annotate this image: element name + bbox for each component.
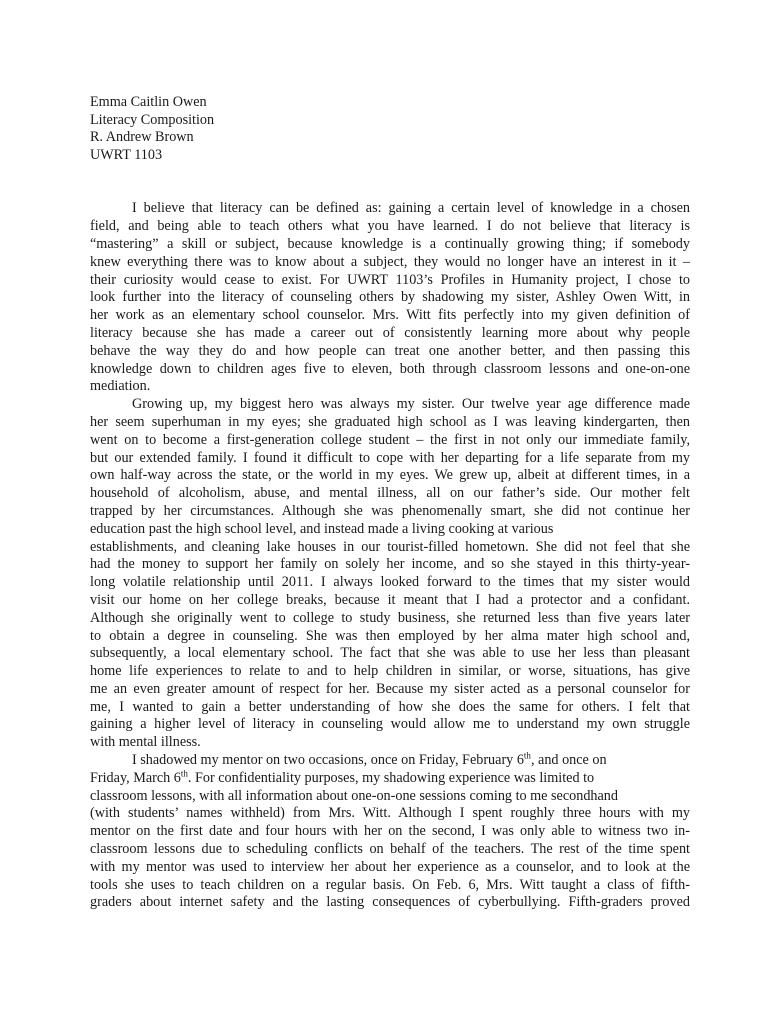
essay-line: with my mentor was used to interview her about her experience as a counselor, and to look at the [90,858,690,875]
essay-text: Friday, March 6 [90,769,181,786]
essay-line: gaining a higher level of literacy in counseling would allow me to understand my own struggle [90,716,690,733]
essay-line: classroom lessons due to scheduling conflicts on behalf of the teachers. The rest of the time spent [90,841,690,858]
essay-line: with mental illness. [90,734,201,751]
document-header [90,94,690,164]
author-name: Emma Caitlin Owen [90,94,207,110]
essay-line: home life experiences to relate to and to help children in similar, or worse, situations, has give [90,663,690,680]
essay-line: Although she originally went to college to study business, she returned less than five years later [90,609,690,626]
ordinal-suffix: th [180,768,188,779]
instructor-name: R. Andrew Brown [90,129,194,146]
essay-line: field, and being able to teach others what you have learned. I do not believe that literacy is [90,218,690,235]
essay-line: went on to become a first-generation college student – the first in not only our immediate family, [90,431,690,448]
essay-line: (with students’ names withheld) from Mrs. Witt. Although I spent roughly three hours with my [90,805,690,822]
essay-line: mentor on the first date and four hours with her on the second, I was only able to witness two in- [90,823,690,840]
essay-line: establishments, and cleaning lake houses in our tourist-filled hometown. She did not feel that she [90,538,690,555]
essay-line: I believe that literacy can be defined as: gaining a certain level of knowledge in a chosen [132,200,690,217]
essay-line: graders about internet safety and the lasting consequences of cyberbullying. Fifth-graders proved [90,894,690,911]
essay-line: literacy because she has made a career out of consistently learning more about why people [90,324,690,341]
ordinal-suffix: th [523,750,531,761]
essay-line: own half-way across the state, or the world in my eyes. We grew up, albeit at different times, in a [90,467,690,484]
essay-line: but our extended family. I found it difficult to cope with her departing for a life separate from my [90,449,690,466]
essay-line: Growing up, my biggest hero was always my sister. Our twelve year age difference made [132,396,690,413]
essay-text: , and once on [530,752,607,769]
essay-line: knew everything there was to know about a subject, they would no longer have an interest in it – [90,253,690,270]
essay-text: I shadowed my mentor on two occasions, once on Friday, February 6 [132,752,524,769]
essay-line: tools she uses to teach children on a regular basis. On Feb. 6, Mrs. Witt taught a class of fifth- [90,876,690,893]
essay-body [90,200,690,912]
essay-paragraphs-1-2 [90,200,690,752]
essay-line: me, I wanted to gain a better understanding of how she does the same for others. I felt that [90,698,690,715]
essay-line: knowledge down to children ages five to eleven, both through classroom lessons and one-on-one [90,360,690,377]
essay-line [90,770,690,788]
essay-line: had the money to support her family on solely her income, and so she stayed in this thirty-year- [90,556,690,573]
essay-line: mediation. [90,378,151,395]
essay-line: look further into the literacy of counseling others by shadowing my sister, Ashley Owen Witt, in [90,289,690,306]
essay-line: behave the way they do and how people can treat one another better, and then passing this [90,342,690,359]
essay-paragraph-3 [90,752,690,912]
essay-line: to obtain a degree in counseling. She was then employed by her alma mater high school and, [90,627,690,644]
essay-line: trapped by her circumstances. Although she was phenomenally smart, she did not continue her [90,502,690,519]
essay-paragraph-3-lines [90,788,690,913]
course-title: Literacy Composition [90,111,215,128]
essay-line: household of alcoholism, abuse, and mental illness, all on our father’s side. Our mother felt [90,485,690,502]
essay-line: long volatile relationship until 2011. I always looked forward to the times that my sister would [90,574,690,591]
essay-text: . For confidentiality purposes, my shadowing experience was limited to [187,769,595,786]
essay-line: her seem superhuman in my eyes; she graduated high school as I was leaving kindergarten, then [90,413,690,430]
course-code: UWRT 1103 [90,146,163,163]
essay-line: their curiosity would cease to exist. For UWRT 1103’s Profiles in Humanity project, I chose to [90,271,690,288]
essay-line: classroom lessons, with all information about one-on-one sessions coming to me secondhand [90,787,618,804]
essay-line: subsequently, a local elementary school. The fact that she was able to use her less than pleasant [90,645,690,662]
essay-line: me an even greater amount of respect for her. Because my sister acted as a personal counselor for [90,680,690,697]
document-page [90,94,690,912]
essay-line: her work as an elementary school counselor. Mrs. Witt fits perfectly into my given definition of [90,307,690,324]
essay-line: visit our home on her college breaks, because it meant that I had a protector and a confidant. [90,591,690,608]
essay-line: “mastering” a skill or subject, because knowledge is a continually growing thing; if somebody [90,235,690,252]
essay-line: education past the high school level, and instead made a living cooking at various [90,520,554,537]
